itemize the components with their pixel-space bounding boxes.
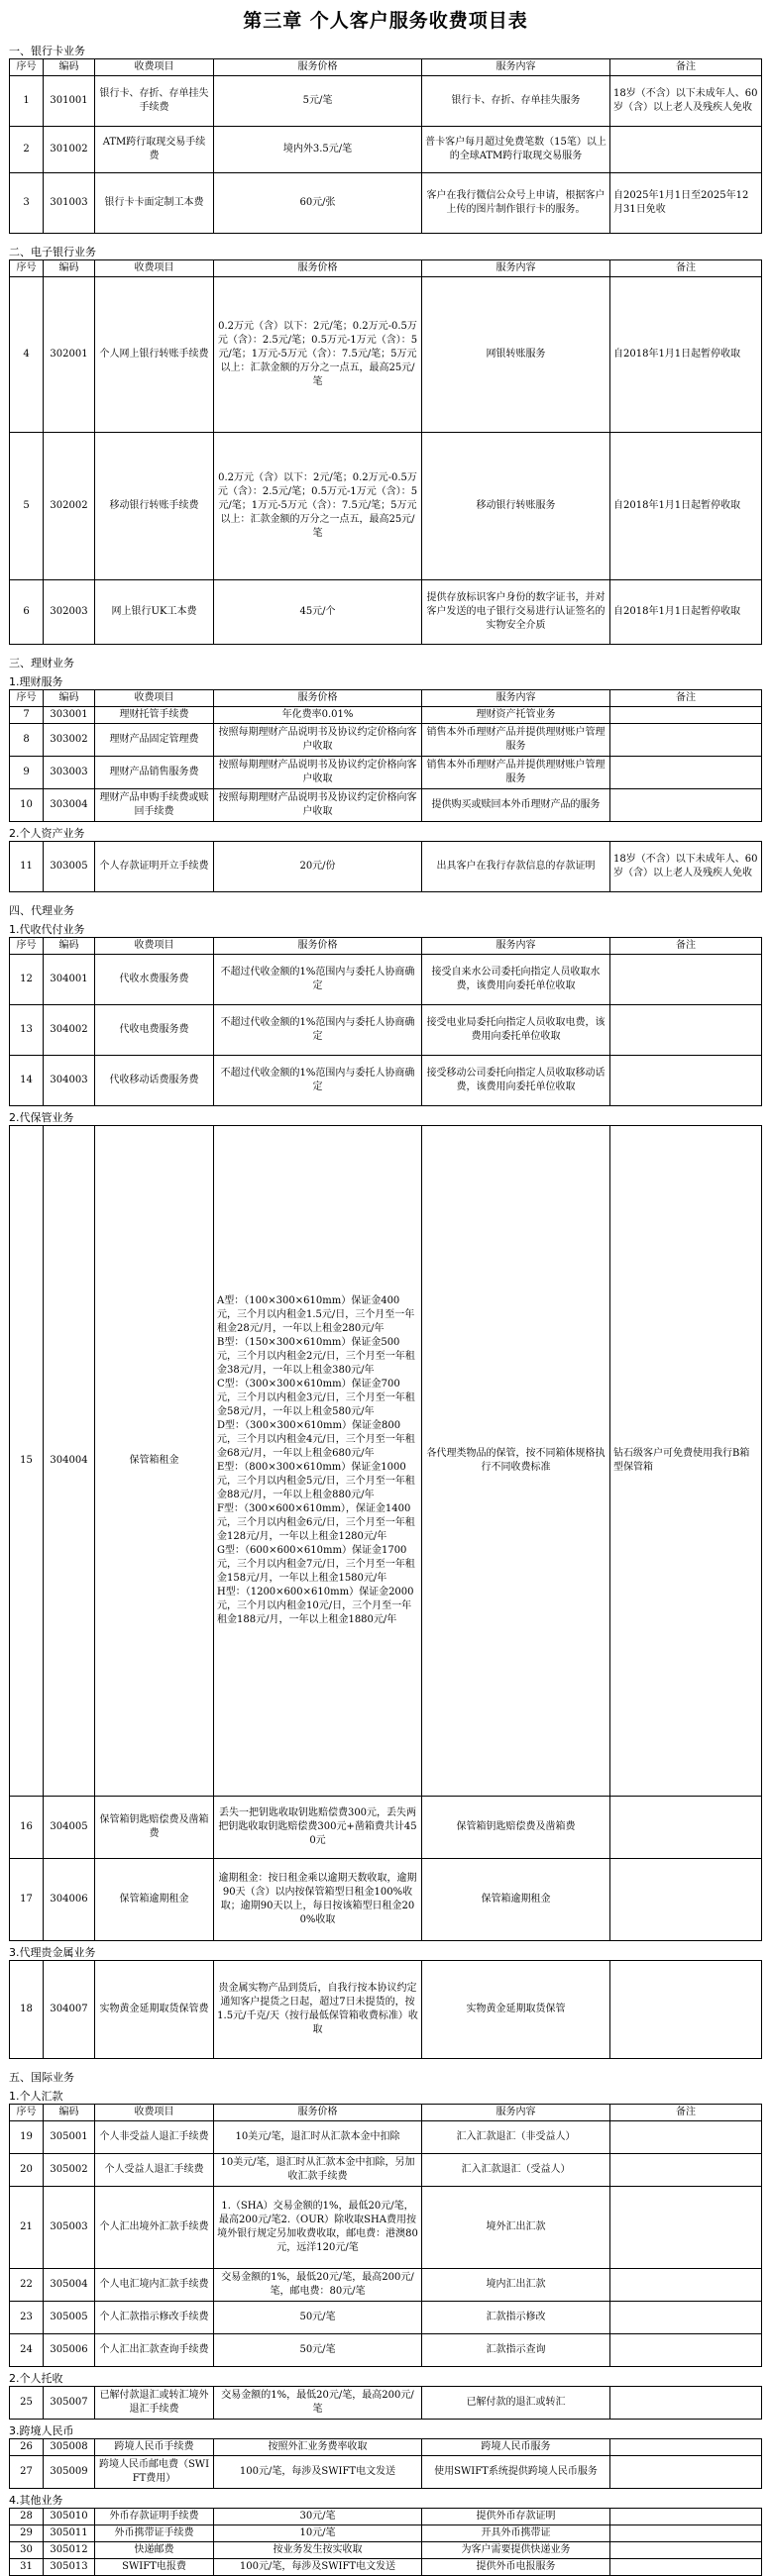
service-price: 50元/笔 bbox=[214, 2334, 422, 2367]
fee-code: 303003 bbox=[44, 757, 95, 789]
fee-code: 305010 bbox=[44, 2509, 95, 2525]
section-title: 四、代理业务 bbox=[9, 904, 74, 917]
fee-code: 305002 bbox=[44, 2154, 95, 2187]
service-content: 提供购买或赎回本外币理财产品的服务 bbox=[422, 789, 610, 822]
fee-item: 保管箱租金 bbox=[95, 1126, 214, 1797]
service-price: 45元/个 bbox=[214, 580, 422, 645]
column-header: 序号 bbox=[10, 2105, 44, 2121]
service-price: 按业务发生按实收取 bbox=[214, 2542, 422, 2559]
remark: 自2018年1月1日起暂停收取 bbox=[610, 277, 762, 433]
service-content: 境内汇出汇款 bbox=[422, 2269, 610, 2302]
document bbox=[9, 0, 762, 2576]
row-number: 28 bbox=[10, 2509, 44, 2525]
fee-sections bbox=[9, 43, 762, 2576]
row-number: 1 bbox=[10, 76, 44, 127]
subsection-title: 2.个人托收 bbox=[9, 2372, 63, 2385]
service-price: 年化费率0.01% bbox=[214, 707, 422, 724]
column-header: 序号 bbox=[10, 690, 44, 707]
table-row bbox=[10, 2525, 762, 2542]
fee-table bbox=[9, 937, 762, 1106]
fee-item: 理财产品固定管理费 bbox=[95, 724, 214, 757]
column-header: 备注 bbox=[610, 938, 762, 955]
row-number: 25 bbox=[10, 2387, 44, 2420]
table-row bbox=[10, 2269, 762, 2302]
subsection-title: 4.其他业务 bbox=[9, 2494, 63, 2507]
fee-code: 301002 bbox=[44, 127, 95, 173]
fee-item: 理财托管手续费 bbox=[95, 707, 214, 724]
fee-table bbox=[9, 2386, 762, 2420]
fee-code: 304004 bbox=[44, 1126, 95, 1797]
subsection-title: 3.跨境人民币 bbox=[9, 2424, 74, 2437]
service-content: 已解付款的退汇或转汇 bbox=[422, 2387, 610, 2420]
column-header: 收费项目 bbox=[95, 690, 214, 707]
service-price: A型：（100×300×610mm）保证金400元，三个月以内租金1.5元/日，三个月至一年租金28元/月，一年以上租金280元/年 B型：（150×300×610mm）保证金500元，三个月以内租金2元/日，三个月至一年租金38元/月，一年以上租金380元/年 C型：（300×300×610mm）保证金700元，三个月以内租金3元/日，三个月至一年租金58元/月，一年以上租金580元/年 D型：（300×300×610mm）保证金800元，三个月以内租金4元/日，三个月至一年租金68元/月，一年以上租金680元/年 E型：（800×300×610mm）保证金1000元，三个月以内租金5元/日，三个月至一年租金88元/月，一年以上租金880元/年 F型：（300×600×610mm），保证金1400元，三个月以内租金6元/日，三个月至一年租金128元/月，一年以上租金1280元/年 G型：（600×600×610mm）保证金1700元，三个月以内租金7元/日，三个月至一年租金158元/月，一年以上租金1580元/年 H型：（1200×600×610mm）保证金2000元，三个月以内租金10元/日，三个月至一年租金188元/月，一年以上租金1880元/年 bbox=[214, 1126, 422, 1797]
service-content: 银行卡、存折、存单挂失服务 bbox=[422, 76, 610, 127]
row-number: 22 bbox=[10, 2269, 44, 2302]
column-header: 序号 bbox=[10, 59, 44, 76]
fee-item: 个人非受益人退汇手续费 bbox=[95, 2121, 214, 2154]
row-number: 30 bbox=[10, 2542, 44, 2559]
fee-item: 理财产品销售服务费 bbox=[95, 757, 214, 789]
table-row bbox=[10, 76, 762, 127]
service-content: 理财资产托管业务 bbox=[422, 707, 610, 724]
column-header: 备注 bbox=[610, 2105, 762, 2121]
row-number: 24 bbox=[10, 2334, 44, 2367]
row-number: 4 bbox=[10, 277, 44, 433]
fee-code: 305006 bbox=[44, 2334, 95, 2367]
fee-item: 代收电费服务费 bbox=[95, 1005, 214, 1056]
fee-code: 304005 bbox=[44, 1797, 95, 1859]
section-title: 三、理财业务 bbox=[9, 657, 74, 670]
table-row bbox=[10, 2439, 762, 2456]
service-price: 交易金额的1%，最低20元/笔，最高200元/笔，邮电费：80元/笔 bbox=[214, 2269, 422, 2302]
remark bbox=[610, 955, 762, 1005]
column-header: 编码 bbox=[44, 260, 95, 277]
table-row bbox=[10, 1961, 762, 2059]
fee-item: 代收移动话费服务费 bbox=[95, 1056, 214, 1106]
service-price: 0.2万元（含）以下：2元/笔；0.2万元-0.5万元（含）：2.5元/笔；0.5万元-1万元（含）：5元/笔；1万元-5万元（含）：7.5元/笔；5万元以上：汇款金额的万分之一点五，最高25元/笔 bbox=[214, 277, 422, 433]
service-content: 普卡客户每月超过免费笔数（15笔）以上的全球ATM跨行取现交易服务 bbox=[422, 127, 610, 173]
subsection-title: 3.代理贵金属业务 bbox=[9, 1946, 96, 1959]
fee-item: 外币存款证明手续费 bbox=[95, 2509, 214, 2525]
fee-item: 保管箱钥匙赔偿费及凿箱费 bbox=[95, 1797, 214, 1859]
row-number: 5 bbox=[10, 433, 44, 580]
service-price: 30元/笔 bbox=[214, 2509, 422, 2525]
remark bbox=[610, 789, 762, 822]
row-number: 17 bbox=[10, 1859, 44, 1941]
remark bbox=[610, 2187, 762, 2269]
remark: 自2018年1月1日起暂停收取 bbox=[610, 433, 762, 580]
service-content: 为客户需要提供快递业务 bbox=[422, 2542, 610, 2559]
table-header-row bbox=[10, 59, 762, 76]
fee-table bbox=[9, 2438, 762, 2489]
fee-table bbox=[9, 2104, 762, 2367]
service-price: 10元/笔 bbox=[214, 2525, 422, 2542]
service-content: 销售本外币理财产品并提供理财账户管理服务 bbox=[422, 724, 610, 757]
column-header: 服务内容 bbox=[422, 2105, 610, 2121]
service-price: 丢失一把钥匙收取钥匙赔偿费300元，丢失两把钥匙收取钥匙赔偿费300元+凿箱费共计450元 bbox=[214, 1797, 422, 1859]
fee-item: 个人网上银行转账手续费 bbox=[95, 277, 214, 433]
service-price: 不超过代收金额的1%范围内与委托人协商确定 bbox=[214, 1056, 422, 1106]
service-price: 不超过代收金额的1%范围内与委托人协商确定 bbox=[214, 1005, 422, 1056]
fee-code: 301003 bbox=[44, 173, 95, 234]
service-price: 贵金属实物产品到货后，自我行按本协议约定通知客户提货之日起，超过7日未提货的，按1.5元/千克/天（按行最低保管箱收费标准）收取 bbox=[214, 1961, 422, 2059]
column-header: 编码 bbox=[44, 2105, 95, 2121]
row-number: 16 bbox=[10, 1797, 44, 1859]
table-row bbox=[10, 1005, 762, 1056]
fee-code: 304007 bbox=[44, 1961, 95, 2059]
row-number: 19 bbox=[10, 2121, 44, 2154]
remark bbox=[610, 1056, 762, 1106]
service-content: 客户在我行微信公众号上申请，根据客户上传的图片制作银行卡的服务。 bbox=[422, 173, 610, 234]
fee-item: 已解付款退汇或转汇境外退汇手续费 bbox=[95, 2387, 214, 2420]
table-row bbox=[10, 1797, 762, 1859]
column-header: 收费项目 bbox=[95, 260, 214, 277]
column-header: 收费项目 bbox=[95, 59, 214, 76]
page-title: 第三章 个人客户服务收费项目表 bbox=[243, 10, 528, 32]
column-header: 服务内容 bbox=[422, 938, 610, 955]
service-price: 0.2万元（含）以下：2元/笔；0.2万元-0.5万元（含）：2.5元/笔；0.5万元-1万元（含）：5元/笔；1万元-5万元（含）：7.5元/笔；5万元以上：汇款金额的万分之一点五，最高25元/笔 bbox=[214, 433, 422, 580]
fee-item: ATM跨行取现交易手续费 bbox=[95, 127, 214, 173]
row-number: 3 bbox=[10, 173, 44, 234]
row-number: 18 bbox=[10, 1961, 44, 2059]
table-row bbox=[10, 757, 762, 789]
remark bbox=[610, 1005, 762, 1056]
service-price: 逾期租金：按日租金乘以逾期天数收取，逾期90天（含）以内按保管箱型日租金100%收取；逾期90天以上，每日按该箱型日租金200%收取 bbox=[214, 1859, 422, 1941]
table-row bbox=[10, 2559, 762, 2576]
remark bbox=[610, 1859, 762, 1941]
table-row bbox=[10, 1056, 762, 1106]
table-row bbox=[10, 2334, 762, 2367]
remark bbox=[610, 2269, 762, 2302]
service-price: 60元/张 bbox=[214, 173, 422, 234]
row-number: 14 bbox=[10, 1056, 44, 1106]
service-price: 10美元/笔，退汇时从汇款本金中扣除，另加收汇款手续费 bbox=[214, 2154, 422, 2187]
table-header-row bbox=[10, 690, 762, 707]
column-header: 服务价格 bbox=[214, 260, 422, 277]
fee-table bbox=[9, 841, 762, 892]
service-content: 网银转账服务 bbox=[422, 277, 610, 433]
fee-item: 移动银行转账手续费 bbox=[95, 433, 214, 580]
service-content: 使用SWIFT系统提供跨境人民币服务 bbox=[422, 2456, 610, 2489]
service-content: 提供存放标识客户身份的数字证书，并对客户发送的电子银行交易进行认证签名的实物安全介质 bbox=[422, 580, 610, 645]
fee-code: 303001 bbox=[44, 707, 95, 724]
remark bbox=[610, 757, 762, 789]
service-price: 交易金额的1%，最低20元/笔，最高200元/笔 bbox=[214, 2387, 422, 2420]
service-price: 100元/笔，每涉及SWIFT电文发送 bbox=[214, 2456, 422, 2489]
service-price: 5元/笔 bbox=[214, 76, 422, 127]
table-row bbox=[10, 2387, 762, 2420]
service-price: 境内外3.5元/笔 bbox=[214, 127, 422, 173]
remark: 自2025年1月1日至2025年12月31日免收 bbox=[610, 173, 762, 234]
fee-table bbox=[9, 689, 762, 822]
row-number: 13 bbox=[10, 1005, 44, 1056]
column-header: 序号 bbox=[10, 938, 44, 955]
remark bbox=[610, 2334, 762, 2367]
row-number: 20 bbox=[10, 2154, 44, 2187]
table-row bbox=[10, 433, 762, 580]
fee-code: 305009 bbox=[44, 2456, 95, 2489]
service-content: 提供外币电报服务 bbox=[422, 2559, 610, 2576]
fee-code: 303005 bbox=[44, 842, 95, 892]
column-header: 备注 bbox=[610, 690, 762, 707]
row-number: 23 bbox=[10, 2302, 44, 2334]
remark bbox=[610, 2121, 762, 2154]
fee-code: 305012 bbox=[44, 2542, 95, 2559]
table-header-row bbox=[10, 938, 762, 955]
fee-item: 个人受益人退汇手续费 bbox=[95, 2154, 214, 2187]
fee-item: 个人汇出境外汇款手续费 bbox=[95, 2187, 214, 2269]
column-header: 服务价格 bbox=[214, 690, 422, 707]
fee-table bbox=[9, 259, 762, 645]
row-number: 12 bbox=[10, 955, 44, 1005]
column-header: 服务内容 bbox=[422, 690, 610, 707]
remark bbox=[610, 2525, 762, 2542]
fee-item: 跨境人民币邮电费（SWIFT费用） bbox=[95, 2456, 214, 2489]
fee-item: 银行卡卡面定制工本费 bbox=[95, 173, 214, 234]
fee-item: 快递邮费 bbox=[95, 2542, 214, 2559]
table-row bbox=[10, 842, 762, 892]
row-number: 8 bbox=[10, 724, 44, 757]
subsection-title: 1.个人汇款 bbox=[9, 2090, 63, 2103]
table-row bbox=[10, 789, 762, 822]
service-price: 按照每期理财产品说明书及协议约定价格向客户收取 bbox=[214, 724, 422, 757]
service-content: 各代理类物品的保管，按不同箱体规格执行不同收费标准 bbox=[422, 1126, 610, 1797]
section-title: 二、电子银行业务 bbox=[9, 246, 96, 258]
row-number: 26 bbox=[10, 2439, 44, 2456]
table-row bbox=[10, 707, 762, 724]
table-row bbox=[10, 2302, 762, 2334]
table-row bbox=[10, 277, 762, 433]
remark: 自2018年1月1日起暂停收取 bbox=[610, 580, 762, 645]
row-number: 31 bbox=[10, 2559, 44, 2576]
service-price: 按照每期理财产品说明书及协议约定价格向客户收取 bbox=[214, 757, 422, 789]
fee-item: 跨境人民币手续费 bbox=[95, 2439, 214, 2456]
fee-code: 301001 bbox=[44, 76, 95, 127]
remark bbox=[610, 2302, 762, 2334]
row-number: 27 bbox=[10, 2456, 44, 2489]
column-header: 收费项目 bbox=[95, 2105, 214, 2121]
table-header-row bbox=[10, 2105, 762, 2121]
row-number: 6 bbox=[10, 580, 44, 645]
subsection-title: 2.代保管业务 bbox=[9, 1111, 74, 1124]
fee-table bbox=[9, 1125, 762, 1941]
remark bbox=[610, 2439, 762, 2456]
column-header: 编码 bbox=[44, 690, 95, 707]
service-content: 跨境人民币服务 bbox=[422, 2439, 610, 2456]
remark bbox=[610, 2559, 762, 2576]
service-content: 保管箱逾期租金 bbox=[422, 1859, 610, 1941]
column-header: 服务内容 bbox=[422, 59, 610, 76]
fee-item: 个人电汇境内汇款手续费 bbox=[95, 2269, 214, 2302]
remark bbox=[610, 2456, 762, 2489]
remark bbox=[610, 2154, 762, 2187]
fee-code: 305003 bbox=[44, 2187, 95, 2269]
table-row bbox=[10, 2187, 762, 2269]
fee-item: 网上银行UK工本费 bbox=[95, 580, 214, 645]
fee-table bbox=[9, 2508, 762, 2576]
service-price: 不超过代收金额的1%范围内与委托人协商确定 bbox=[214, 955, 422, 1005]
column-header: 收费项目 bbox=[95, 938, 214, 955]
column-header: 序号 bbox=[10, 260, 44, 277]
remark bbox=[610, 724, 762, 757]
service-content: 汇款指示查询 bbox=[422, 2334, 610, 2367]
table-row bbox=[10, 2121, 762, 2154]
row-number: 29 bbox=[10, 2525, 44, 2542]
fee-code: 304002 bbox=[44, 1005, 95, 1056]
column-header: 编码 bbox=[44, 59, 95, 76]
fee-item: 银行卡、存折、存单挂失手续费 bbox=[95, 76, 214, 127]
subsection-title: 2.个人资产业务 bbox=[9, 827, 85, 840]
table-row bbox=[10, 1859, 762, 1941]
fee-table bbox=[9, 1960, 762, 2059]
row-number: 10 bbox=[10, 789, 44, 822]
column-header: 服务价格 bbox=[214, 2105, 422, 2121]
service-content: 汇入汇款退汇（非受益人） bbox=[422, 2121, 610, 2154]
remark: 钻石级客户可免费使用我行B箱型保管箱 bbox=[610, 1126, 762, 1797]
fee-code: 305001 bbox=[44, 2121, 95, 2154]
table-row bbox=[10, 1126, 762, 1797]
fee-code: 305008 bbox=[44, 2439, 95, 2456]
fee-code: 305013 bbox=[44, 2559, 95, 2576]
fee-item: 实物黄金延期取货保管费 bbox=[95, 1961, 214, 2059]
fee-code: 305011 bbox=[44, 2525, 95, 2542]
remark bbox=[610, 127, 762, 173]
service-content: 接受电业局委托向指定人员收取电费，该费用向委托单位收取 bbox=[422, 1005, 610, 1056]
service-content: 保管箱钥匙赔偿费及凿箱费 bbox=[422, 1797, 610, 1859]
service-price: 按照外汇业务费率收取 bbox=[214, 2439, 422, 2456]
remark bbox=[610, 707, 762, 724]
service-price: 按照每期理财产品说明书及协议约定价格向客户收取 bbox=[214, 789, 422, 822]
subsection-title: 1.理财服务 bbox=[9, 675, 63, 688]
service-price: 1.（SHA）交易金额的1%，最低20元/笔，最高200元/笔2.（OUR）除收取SHA费用按境外银行规定另加收费收取，邮电费：港澳80元，远洋120元/笔 bbox=[214, 2187, 422, 2269]
table-row bbox=[10, 724, 762, 757]
fee-code: 302003 bbox=[44, 580, 95, 645]
table-row bbox=[10, 2542, 762, 2559]
fee-code: 303004 bbox=[44, 789, 95, 822]
table-row bbox=[10, 2456, 762, 2489]
row-number: 15 bbox=[10, 1126, 44, 1797]
service-content: 汇款指示修改 bbox=[422, 2302, 610, 2334]
service-content: 出具客户在我行存款信息的存款证明 bbox=[422, 842, 610, 892]
service-content: 境外汇出汇款 bbox=[422, 2187, 610, 2269]
service-content: 汇入汇款退汇（受益人） bbox=[422, 2154, 610, 2187]
section-title: 五、国际业务 bbox=[9, 2071, 74, 2084]
remark bbox=[610, 1797, 762, 1859]
table-row bbox=[10, 127, 762, 173]
service-content: 销售本外币理财产品并提供理财账户管理服务 bbox=[422, 757, 610, 789]
service-price: 100元/笔，每涉及SWIFT电文发送 bbox=[214, 2559, 422, 2576]
remark bbox=[610, 2509, 762, 2525]
fee-item: 个人汇出汇款查询手续费 bbox=[95, 2334, 214, 2367]
service-content: 实物黄金延期取货保管 bbox=[422, 1961, 610, 2059]
column-header: 编码 bbox=[44, 938, 95, 955]
row-number: 21 bbox=[10, 2187, 44, 2269]
table-header-row bbox=[10, 260, 762, 277]
fee-code: 302002 bbox=[44, 433, 95, 580]
table-row bbox=[10, 173, 762, 234]
fee-code: 304001 bbox=[44, 955, 95, 1005]
service-content: 开具外币携带证 bbox=[422, 2525, 610, 2542]
row-number: 9 bbox=[10, 757, 44, 789]
remark bbox=[610, 2542, 762, 2559]
fee-item: 个人汇款指示修改手续费 bbox=[95, 2302, 214, 2334]
fee-table bbox=[9, 58, 762, 234]
fee-code: 305004 bbox=[44, 2269, 95, 2302]
row-number: 11 bbox=[10, 842, 44, 892]
table-row bbox=[10, 2154, 762, 2187]
service-price: 20元/份 bbox=[214, 842, 422, 892]
remark: 18岁（不含）以下未成年人、60岁（含）以上老人及残疾人免收 bbox=[610, 842, 762, 892]
fee-code: 303002 bbox=[44, 724, 95, 757]
row-number: 2 bbox=[10, 127, 44, 173]
fee-code: 304003 bbox=[44, 1056, 95, 1106]
fee-item: 代收水费服务费 bbox=[95, 955, 214, 1005]
fee-item: 理财产品申购手续费或赎回手续费 bbox=[95, 789, 214, 822]
column-header: 服务价格 bbox=[214, 59, 422, 76]
service-content: 接受移动公司委托向指定人员收取移动话费，该费用向委托单位收取 bbox=[422, 1056, 610, 1106]
fee-item: 个人存款证明开立手续费 bbox=[95, 842, 214, 892]
service-price: 50元/笔 bbox=[214, 2302, 422, 2334]
fee-code: 305007 bbox=[44, 2387, 95, 2420]
table-row bbox=[10, 955, 762, 1005]
remark bbox=[610, 2387, 762, 2420]
row-number: 7 bbox=[10, 707, 44, 724]
fee-code: 302001 bbox=[44, 277, 95, 433]
fee-item: 外币携带证手续费 bbox=[95, 2525, 214, 2542]
column-header: 服务价格 bbox=[214, 938, 422, 955]
column-header: 备注 bbox=[610, 59, 762, 76]
fee-item: SWIFT电报费 bbox=[95, 2559, 214, 2576]
subsection-title: 1.代收代付业务 bbox=[9, 923, 85, 936]
column-header: 服务内容 bbox=[422, 260, 610, 277]
service-content: 提供外币存款证明 bbox=[422, 2509, 610, 2525]
service-content: 移动银行转账服务 bbox=[422, 433, 610, 580]
section-title: 一、银行卡业务 bbox=[9, 45, 85, 57]
fee-item: 保管箱逾期租金 bbox=[95, 1859, 214, 1941]
remark bbox=[610, 1961, 762, 2059]
fee-code: 305005 bbox=[44, 2302, 95, 2334]
column-header: 备注 bbox=[610, 260, 762, 277]
table-row bbox=[10, 2509, 762, 2525]
table-row bbox=[10, 580, 762, 645]
service-content: 接受自来水公司委托向指定人员收取水费，该费用向委托单位收取 bbox=[422, 955, 610, 1005]
remark: 18岁（不含）以下未成年人、60岁（含）以上老人及残疾人免收 bbox=[610, 76, 762, 127]
fee-code: 304006 bbox=[44, 1859, 95, 1941]
service-price: 10美元/笔，退汇时从汇款本金中扣除 bbox=[214, 2121, 422, 2154]
